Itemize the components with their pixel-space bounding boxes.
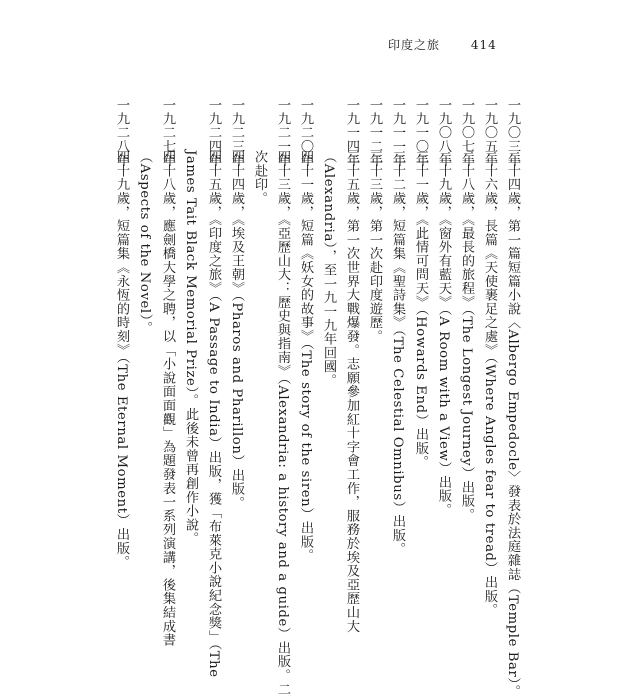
entry-year: 一九二一年 [275,98,290,167]
entry-text: 二十四歲，第一篇短篇小說〈Albergo Empedocle〉發表於法庭雜誌（Temple Bar）。 [505,150,520,698]
entry-year: 一九二八年 [114,98,129,167]
entry-text: 四十三歲，《亞歷山大：歷史與指南》（Alexandria: a history and a guide）出版。二 [275,150,290,696]
chronology-entry [110,98,133,569]
entry-year: 一九二七年 [160,98,175,167]
entry-first-column [340,98,363,633]
entry-text: 三十一歲，《此情可問天》（Howards End）出版。 [413,150,428,469]
chronology-entry [432,98,455,517]
entry-continuation-column [179,98,202,545]
chronology-entry [317,98,363,633]
entry-first-column [409,98,432,469]
running-head-title: 印度之旅 [388,38,441,52]
entry-first-column [501,98,524,698]
entry-text: 四十九歲，短篇集《永恆的時刻》（The Eternal Moment）出版。 [114,150,129,569]
chronology-entry [501,98,524,698]
entry-year: 一九一一年 [390,98,405,167]
entry-text: 四十五歲，《印度之旅》（A Passage to India）出版，獲「布萊克小說紀念獎」（The [206,150,221,678]
running-head [388,36,497,53]
entry-text: （Alexandria），至一九一九年回國。 [321,150,336,388]
entry-year: 一九〇八年 [436,98,451,167]
entry-year: 一九一二年 [367,98,382,167]
chronology-entry [294,98,317,562]
entry-first-column [455,98,478,522]
entry-first-column [294,98,317,562]
page-number: 414 [470,38,497,52]
entry-first-column [225,98,248,510]
entry-text: James Tait Black Memorial Prize）。此後未曾再創作小說。 [183,150,198,546]
entry-first-column [478,98,501,617]
entry-text: 三十五歲，第一次世界大戰爆發。志願參加紅十字會工作，服務於埃及亞歷山大 [344,150,359,633]
chronology-entry [386,98,409,556]
entry-year: 一九〇三年 [505,98,520,167]
entry-text: 四十四歲，《埃及王朝》（Pharos and Pharillon）出版。 [229,150,244,510]
entry-first-column [386,98,409,556]
chronology-entry [409,98,432,469]
entry-continuation-column [248,98,271,205]
entry-first-column [363,98,386,343]
entry-year: 一九一〇年 [413,98,428,167]
entry-text: 二十九歲，《窗外有藍天》（A Room with a View）出版。 [436,150,451,517]
entry-continuation-column [133,98,156,335]
entry-first-column [432,98,455,517]
entry-text: 三十二歲，短篇集《聖詩集》（The Celestial Omnibus）出版。 [390,150,405,556]
entry-text: 二十八歲，《最長的旅程》（The Longest Journey）出版。 [459,150,474,522]
entry-first-column [202,98,225,678]
entry-continuation-column [317,98,340,387]
entry-year: 一九〇五年 [482,98,497,167]
chronology-entry [478,98,501,617]
entry-text: 二十六歲，長篇《天使裹足之處》（Where Angles fear to tread）出版。 [482,150,497,617]
entry-year: 一九〇七年 [459,98,474,167]
chronology-entry [363,98,386,343]
entry-year: 一九二四年 [206,98,221,167]
chronology-entry [133,98,179,647]
chronology-list [110,98,524,698]
chronology-entry [225,98,248,510]
entry-year: 一九二〇年 [298,98,313,167]
entry-text: （Aspects of the Novel）。 [137,150,152,335]
chronology-entry [455,98,478,522]
chronology-entry [179,98,225,678]
entry-text: 四十八歲，應劍橋大學之聘，以「小說面面觀」為題發表一系列演講，後集結成書 [160,150,175,647]
entry-first-column [156,98,179,647]
entry-year: 一九二三年 [229,98,244,167]
entry-text: 次赴印。 [252,150,267,206]
entry-first-column [110,98,133,569]
entry-text: 四十一歲，短篇《妖女的故事》（The story of the siren）出版。 [298,150,313,563]
entry-year: 一九一四年 [344,98,359,167]
chronology-entry [248,98,294,696]
entry-first-column [271,98,294,696]
entry-text: 三十三歲，第一次赴印度遊歷。 [367,150,382,344]
